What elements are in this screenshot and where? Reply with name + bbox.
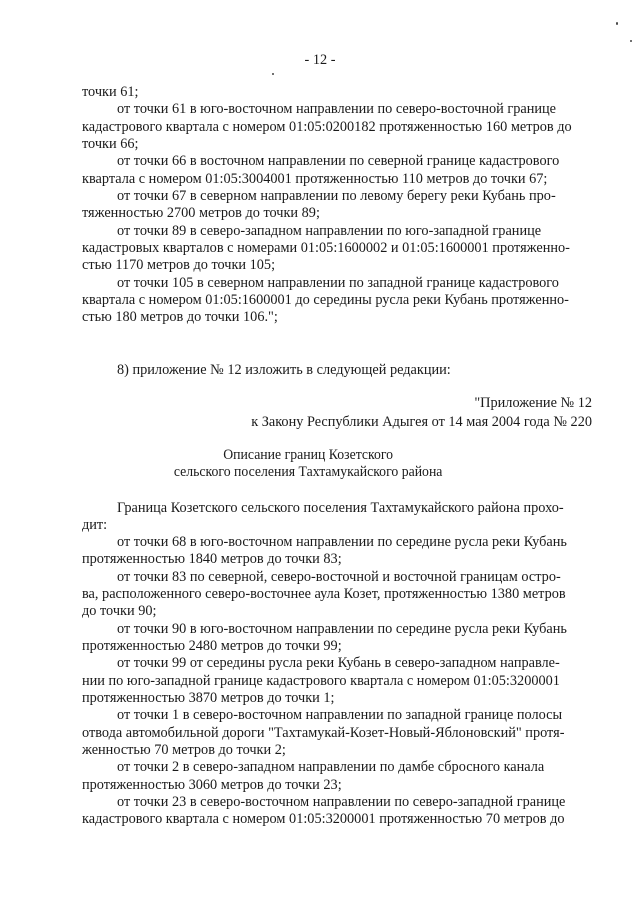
text-line: женностью 70 метров до точки 2;	[82, 742, 286, 758]
scan-mark	[272, 73, 274, 75]
appendix-title: "Приложение № 12	[474, 395, 592, 411]
text-line: от точки 23 в северо-восточном направлении по северо-западной границе	[117, 794, 566, 810]
section-heading: Описание границ Козетского	[223, 447, 394, 463]
text-line: от точки 105 в северном направлении по западной границе кадастрового	[117, 275, 559, 291]
amendment-item: 8) приложение № 12 изложить в следующей редакции:	[117, 362, 451, 378]
text-line: протяженностью 1840 метров до точки 83;	[82, 551, 342, 567]
text-line: отвода автомобильной дороги "Тахтамукай-Козет-Новый-Яблоновский" протя-	[82, 725, 565, 741]
text-line: Граница Козетского сельского поселения Тахтамукайского района прохо-	[117, 500, 564, 516]
text-line: квартала с номером 01:05:3004001 протяженностью 110 метров до точки 67;	[82, 171, 548, 187]
scan-mark	[630, 40, 632, 42]
section-heading: сельского поселения Тахтамукайского района	[173, 464, 443, 480]
text-line: от точки 90 в юго-восточном направлении по середине русла реки Кубань	[117, 621, 567, 637]
appendix-subtitle: к Закону Республики Адыгея от 14 мая 2004 года № 220	[251, 414, 592, 430]
text-line: от точки 2 в северо-западном направлении по дамбе сбросного канала	[117, 759, 545, 775]
text-line: нии по юго-западной границе кадастрового квартала с номером 01:05:3200001	[82, 673, 560, 689]
text-line: протяженностью 2480 метров до точки 99;	[82, 638, 342, 654]
text-line: от точки 61 в юго-восточном направлении по северо-восточной границе	[117, 101, 557, 117]
text-line: точки 61;	[82, 84, 139, 100]
text-line: от точки 89 в северо-западном направлении по юго-западной границе	[117, 223, 542, 239]
text-line: точки 66;	[82, 136, 139, 152]
text-line: дит:	[82, 517, 108, 533]
text-line: от точки 83 по северной, северо-восточной и восточной границам остро-	[117, 569, 561, 585]
text-line: кадастрового квартала с номером 01:05:3200001 протяженностью 70 метров до	[82, 811, 565, 827]
text-line: от точки 99 от середины русла реки Кубань в северо-западном направле-	[117, 655, 560, 671]
text-line: стью 1170 метров до точки 105;	[82, 257, 276, 273]
page-number: - 12 -	[304, 52, 336, 68]
text-line: кадастрового квартала с номером 01:05:0200182 протяженностью 160 метров до	[82, 119, 572, 135]
text-line: кадастровых кварталов с номерами 01:05:1600002 и 01:05:1600001 протяженно-	[82, 240, 570, 256]
text-line: от точки 68 в юго-восточном направлении по середине русла реки Кубань	[117, 534, 567, 550]
text-line: от точки 67 в северном направлении по левому берегу реки Кубань про-	[117, 188, 556, 204]
text-line: от точки 1 в северо-восточном направлении по западной границе полосы	[117, 707, 563, 723]
text-line: квартала с номером 01:05:1600001 до середины русла реки Кубань протяженно-	[82, 292, 569, 308]
text-line: стью 180 метров до точки 106.";	[82, 309, 278, 325]
text-line: ва, расположенного северо-восточнее аула Козет, протяженностью 1380 метров	[82, 586, 566, 602]
text-line: от точки 66 в восточном направлении по северной границе кадастрового	[117, 153, 560, 169]
text-line: до точки 90;	[82, 603, 157, 619]
text-line: протяженностью 3870 метров до точки 1;	[82, 690, 335, 706]
text-line: тяженностью 2700 метров до точки 89;	[82, 205, 320, 221]
scan-mark	[616, 22, 618, 25]
text-line: протяженностью 3060 метров до точки 23;	[82, 777, 342, 793]
